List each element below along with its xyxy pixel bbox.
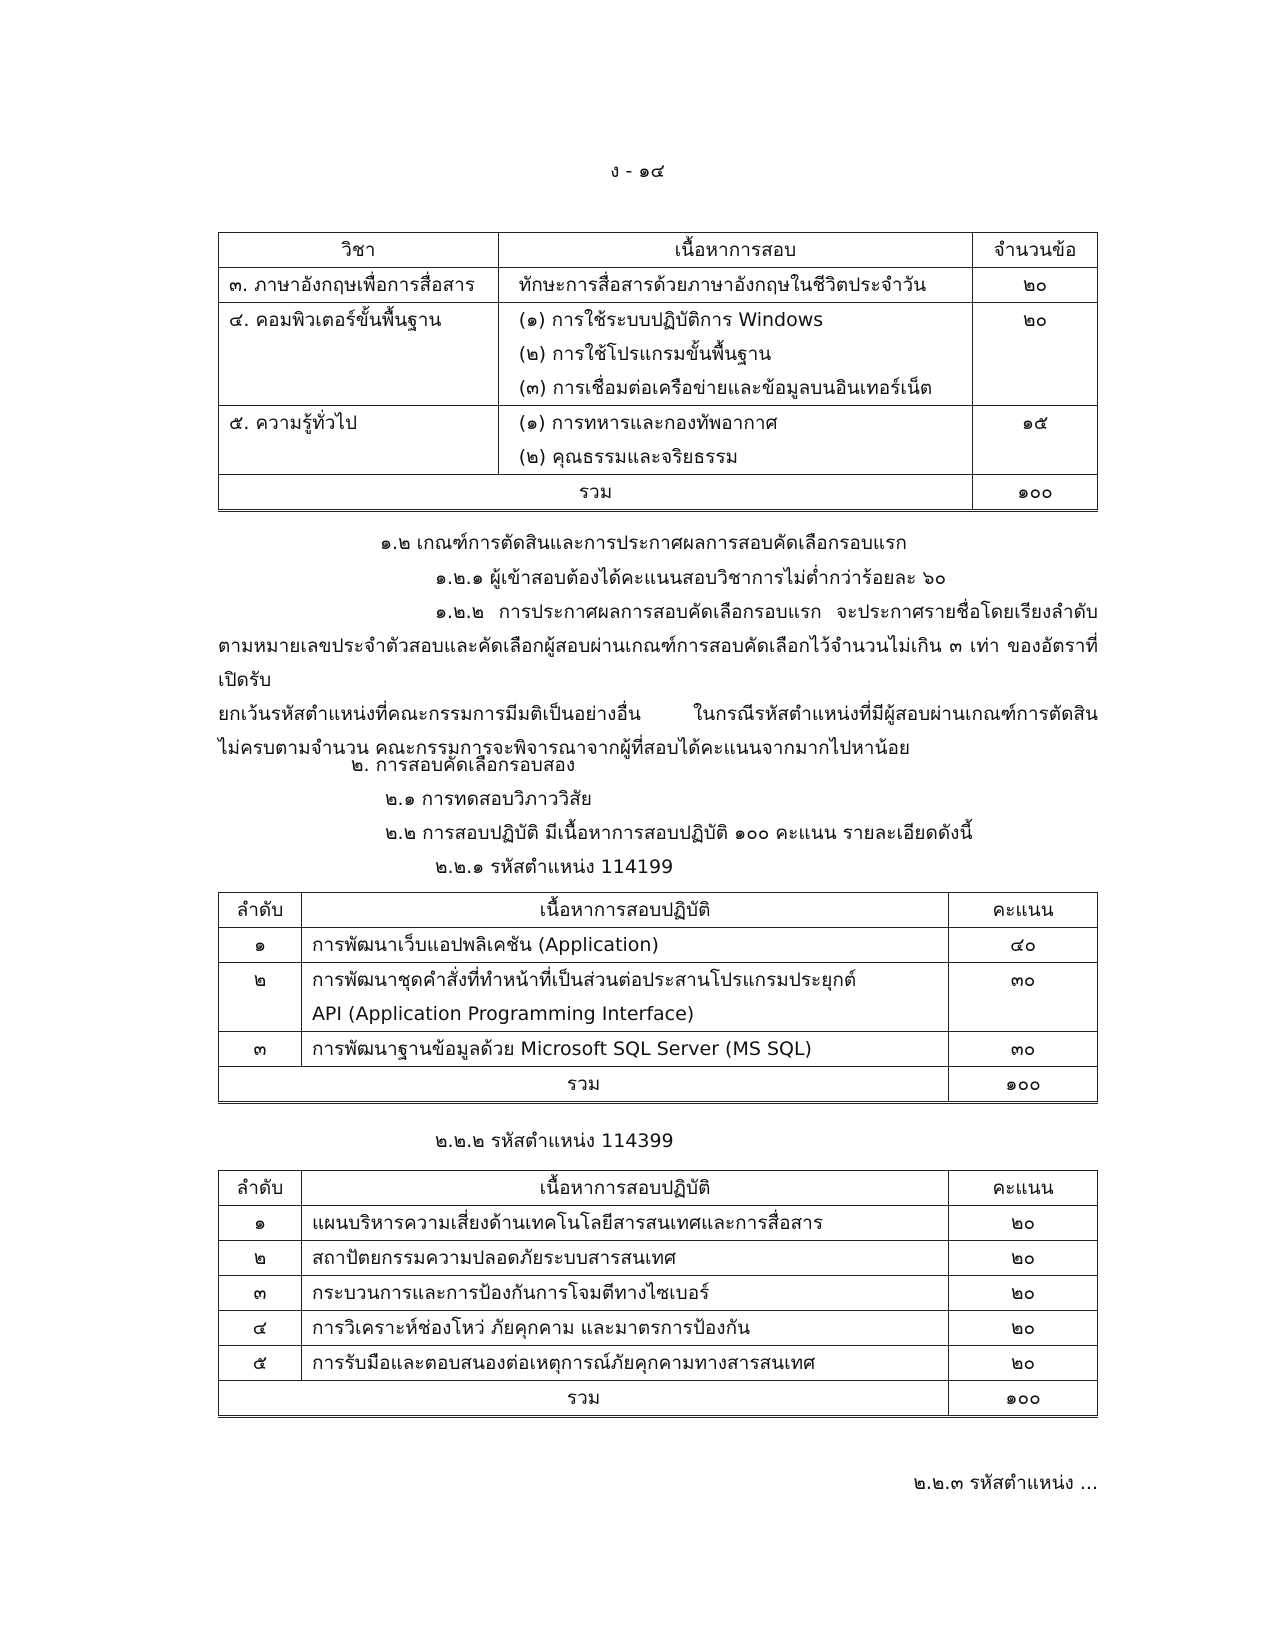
column-header: ลำดับ bbox=[219, 893, 302, 928]
order-cell: ๑ bbox=[219, 928, 302, 963]
table-header-row bbox=[219, 233, 1098, 268]
content-cell bbox=[498, 303, 972, 406]
content-line: API (Application Programming Interface) bbox=[311, 1003, 695, 1025]
order-cell: ๕ bbox=[219, 1346, 302, 1381]
table-header-row bbox=[219, 1171, 1098, 1206]
table-row bbox=[219, 928, 1098, 963]
score-cell: ๒๐ bbox=[949, 1346, 1098, 1381]
content-line: (๓) การเชื่อมต่อเครือข่ายและข้อมูลบนอินเทอร์เน็ต bbox=[518, 377, 933, 399]
column-header: คะแนน bbox=[949, 1171, 1098, 1206]
practical-exam-table-114399 bbox=[218, 1170, 1098, 1418]
total-row bbox=[219, 1067, 1098, 1103]
total-row bbox=[219, 475, 1098, 511]
total-label: รวม bbox=[219, 1067, 949, 1103]
content-line: (๑) การใช้ระบบปฏิบัติการ Windows bbox=[518, 309, 824, 331]
paragraph-line: ยกเว้นรหัสตำแหน่งที่คณะกรรมการมีมติเป็นอย่างอื่น ในกรณีรหัสตำแหน่งที่มีผู้สอบผ่านเกณฑ์การตัดสิน bbox=[218, 703, 1098, 725]
content-line: การพัฒนาชุดคำสั่งที่ทำหน้าที่เป็นส่วนต่อประสานโปรแกรมประยุกต์ bbox=[311, 969, 857, 991]
total-label: รวม bbox=[219, 475, 973, 511]
table-row bbox=[219, 1346, 1098, 1381]
section-item-2-2-1: ๒.๒.๑ รหัสตำแหน่ง 114199 bbox=[435, 856, 674, 878]
section-heading-2: ๒. การสอบคัดเลือกรอบสอง bbox=[351, 754, 576, 776]
content-cell: สถาปัตยกรรมความปลอดภัยระบบสารสนเทศ bbox=[301, 1241, 948, 1276]
column-header: วิชา bbox=[219, 233, 499, 268]
total-value: ๑๐๐ bbox=[949, 1067, 1098, 1103]
content-line: (๒) การใช้โปรแกรมขั้นพื้นฐาน bbox=[518, 343, 772, 365]
paragraph-line: ไม่ครบตามจำนวน คณะกรรมการจะพิจารณาจากผู้ที่สอบได้คะแนนจากมากไปหาน้อย bbox=[218, 737, 911, 759]
subject-cell: ๔. คอมพิวเตอร์ขั้นพื้นฐาน bbox=[219, 303, 499, 406]
table-header-row bbox=[219, 893, 1098, 928]
table-row bbox=[219, 963, 1098, 1032]
content-cell bbox=[301, 1032, 948, 1067]
content-cell: แผนบริหารความเสี่ยงด้านเทคโนโลยีสารสนเทศและการสื่อสาร bbox=[301, 1206, 948, 1241]
count-cell: ๑๕ bbox=[973, 406, 1098, 475]
total-value: ๑๐๐ bbox=[949, 1381, 1098, 1417]
count-cell: ๒๐ bbox=[973, 268, 1098, 303]
paragraph-line: ๑.๒.๒ การประกาศผลการสอบคัดเลือกรอบแรก จะประกาศรายชื่อโดยเรียงลำดับ bbox=[435, 601, 1098, 623]
score-cell: ๓๐ bbox=[949, 1032, 1098, 1067]
order-cell: ๒ bbox=[219, 963, 302, 1032]
content-line: การพัฒนาฐานข้อมูลด้วย Microsoft SQL Server (MS SQL) bbox=[311, 1038, 812, 1060]
content-cell bbox=[498, 268, 972, 303]
total-row bbox=[219, 1381, 1098, 1417]
section-item-2-1: ๒.๑ การทดสอบวิภาววิสัย bbox=[385, 788, 592, 810]
page-number: ง - ๑๔ bbox=[610, 160, 665, 182]
continuation-marker: ๒.๒.๓ รหัสตำแหน่ง ... bbox=[913, 1472, 1098, 1494]
content-line: (๒) คุณธรรมและจริยธรรม bbox=[518, 446, 739, 468]
total-value: ๑๐๐ bbox=[973, 475, 1098, 511]
content-line: ทักษะการสื่อสารด้วยภาษาอังกฤษในชีวิตประจำวัน bbox=[518, 274, 927, 296]
section-item-1-2-1: ๑.๒.๑ ผู้เข้าสอบต้องได้คะแนนสอบวิชาการไม่ต่ำกว่าร้อยละ ๖๐ bbox=[435, 567, 947, 589]
order-cell: ๑ bbox=[219, 1206, 302, 1241]
section-item-1-2-2 bbox=[218, 595, 1098, 765]
column-header: เนื้อหาการสอบ bbox=[498, 233, 972, 268]
score-cell: ๒๐ bbox=[949, 1241, 1098, 1276]
table-row bbox=[219, 1032, 1098, 1067]
practical-exam-table-114199 bbox=[218, 892, 1098, 1104]
order-cell: ๒ bbox=[219, 1241, 302, 1276]
exam-subjects-table bbox=[218, 232, 1098, 512]
table-row bbox=[219, 1311, 1098, 1346]
score-cell: ๓๐ bbox=[949, 963, 1098, 1032]
content-line: (๑) การทหารและกองทัพอากาศ bbox=[518, 412, 778, 434]
column-header: เนื้อหาการสอบปฏิบัติ bbox=[301, 893, 948, 928]
paragraph-line: ตามหมายเลขประจำตัวสอบและคัดเลือกผู้สอบผ่านเกณฑ์การสอบคัดเลือกไว้จำนวนไม่เกิน ๓ เท่า ของอัตราที่เปิดรับ bbox=[218, 635, 1098, 691]
subject-cell: ๕. ความรู้ทั่วไป bbox=[219, 406, 499, 475]
content-cell bbox=[301, 963, 948, 1032]
content-cell: การวิเคราะห์ช่องโหว่ ภัยคุกคาม และมาตรการป้องกัน bbox=[301, 1311, 948, 1346]
order-cell: ๓ bbox=[219, 1032, 302, 1067]
table-row bbox=[219, 268, 1098, 303]
content-cell: กระบวนการและการป้องกันการโจมตีทางไซเบอร์ bbox=[301, 1276, 948, 1311]
score-cell: ๒๐ bbox=[949, 1276, 1098, 1311]
score-cell: ๒๐ bbox=[949, 1206, 1098, 1241]
subject-cell: ๓. ภาษาอังกฤษเพื่อการสื่อสาร bbox=[219, 268, 499, 303]
order-cell: ๓ bbox=[219, 1276, 302, 1311]
column-header: คะแนน bbox=[949, 893, 1098, 928]
count-cell: ๒๐ bbox=[973, 303, 1098, 406]
column-header: เนื้อหาการสอบปฏิบัติ bbox=[301, 1171, 948, 1206]
score-cell: ๒๐ bbox=[949, 1311, 1098, 1346]
column-header: ลำดับ bbox=[219, 1171, 302, 1206]
table-row bbox=[219, 406, 1098, 475]
content-cell: การรับมือและตอบสนองต่อเหตุการณ์ภัยคุกคามทางสารสนเทศ bbox=[301, 1346, 948, 1381]
column-header: จำนวนข้อ bbox=[973, 233, 1098, 268]
section-item-2-2-2: ๒.๒.๒ รหัสตำแหน่ง 114399 bbox=[435, 1130, 674, 1152]
section-heading-1-2: ๑.๒ เกณฑ์การตัดสินและการประกาศผลการสอบคัดเลือกรอบแรก bbox=[380, 532, 907, 554]
order-cell: ๔ bbox=[219, 1311, 302, 1346]
table-row bbox=[219, 1276, 1098, 1311]
table-row bbox=[219, 1206, 1098, 1241]
table-row bbox=[219, 303, 1098, 406]
content-cell bbox=[301, 928, 948, 963]
content-cell bbox=[498, 406, 972, 475]
score-cell: ๔๐ bbox=[949, 928, 1098, 963]
content-line: การพัฒนาเว็บแอปพลิเคชัน (Application) bbox=[311, 934, 659, 956]
table-row bbox=[219, 1241, 1098, 1276]
section-item-2-2: ๒.๒ การสอบปฏิบัติ มีเนื้อหาการสอบปฏิบัติ ๑๐๐ คะแนน รายละเอียดดังนี้ bbox=[385, 822, 973, 844]
total-label: รวม bbox=[219, 1381, 949, 1417]
